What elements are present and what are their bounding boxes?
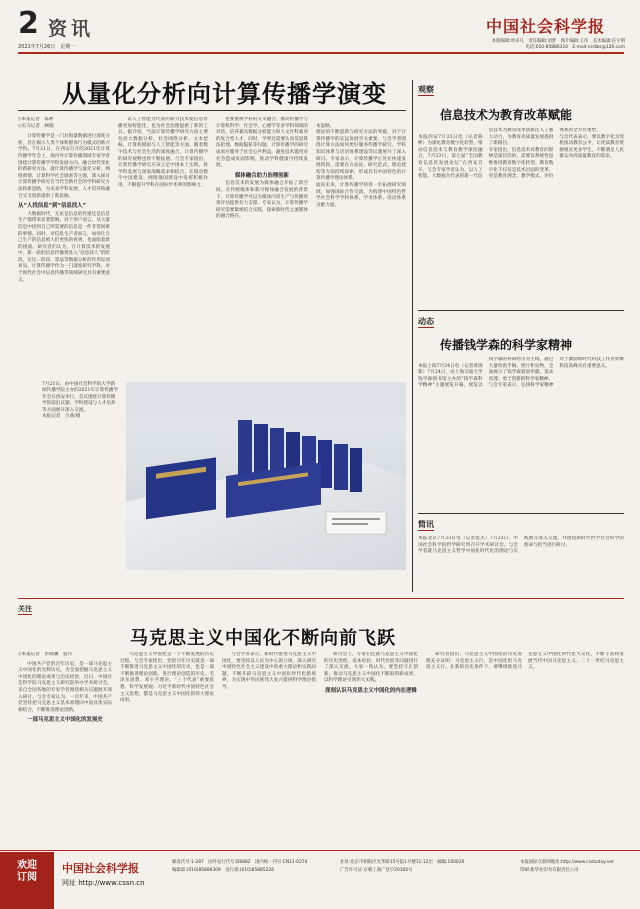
main-col2-text: 以人工智能为代表的新兴技术使信息传播更加智能化，也为社会治理提供了新的工具。据介绍，当前计算传播学研究方法主要包括大数据分析、社会网络分析、文本挖掘、计算机模拟与人工智能等方面。随着数字技术与社会生活的深度融合，计算传播学的研究视野也将不断拓展。与会专家指出，计算传播学研究应该立足中国本土实践，将学科发展与国家战略需求相结合，在推动数字中国建设、网络强国建设中发挥积极作用，不断提升学科在国际学术界的影响力。 (118, 117, 208, 188)
article-2-title: 传播钱学森的科学家精神 (440, 338, 573, 352)
footer-info-3: 社址:北京市朝阳区光华路15号院1号楼11-12层 邮编:100026 (340, 860, 465, 865)
bottom-col3-text: 与会学者表示，新时代推进马克思主义中国化，要坚持以人民为中心的立场，深入研究中国特色社会主义建设中的重大理论和实践问题，不断开辟马克思主义中国化时代化新境界，为实现中华民族伟大复兴提供科学理论指导。 (222, 652, 316, 690)
article-3-body (418, 536, 624, 592)
bottom-col1-text: 中国共产党的百年历史，是一部马克思主义中国化的光辉历史。为全面把握马克思主义中国化的理论成果与历史经验，近日，中国社会科学院马克思主义研究院举办学术研讨会，来自全国各地的专家学者围绕相关议题展开深入研讨。与会专家认为，一百年来，中国共产党坚持把马克思主义基本原理同中国具体实际相结合，不断推进理论创新。 (18, 661, 112, 713)
bottom-col2-text: 马克思主义中国化是一个不断发展的历史过程。与会专家指出，党的百年历史就是一部不断推进马克思主义中国化的历史，也是一部不断推进理论创新、进行理论创造的历史。毛泽东思想、邓小平理论、“三个代表”重要思想、科学发展观、习近平新时代中国特色社会主义思想，都是马克思主义中国化的伟大理论成果。 (120, 652, 214, 704)
footer-info-6: 印刷:新华社印务有限责任公司 (520, 868, 579, 873)
bottom-col4-text: 研讨会上，专家们还就马克思主义中国化的历史进程、基本经验、时代价值等问题进行了深入交流。大家一致认为，要坚持守正创新，推动马克思主义中国化不断取得新成果，以科学理论引领伟大实践。 (324, 652, 418, 684)
bottom-column-2 (120, 652, 214, 844)
bottom-subhead-2: 深刻认识马克思主义中国化的内在逻辑 (325, 687, 417, 694)
footer-subscribe-badge (0, 852, 54, 909)
bottom-subhead-1: 一部马克思主义中国化的发展史 (27, 717, 103, 724)
tag-observation: 观察 (418, 85, 434, 94)
bottom-section-rule (18, 598, 624, 599)
tag-dynamics: 动态 (418, 317, 434, 326)
article-1-text: 本报西安7月23日电（记者陈彬）为深化教育数字化转型，推动信息技术与教育教学深度融合，7月23日，第七届“全国教育信息化发展论坛”在西安召开。与会专家学者认为，以人工智能、大数据为代表的新一代信息技术为教育改革创新注入了强大动力，为教育高质量发展提供了新路径。 专家指出，信息技术对教育的影响是深层次的，需要以系统性思维推进教育数字化转型。教育数字化不仅仅是技术层面的变革，更是教育理念、教学模式、评价体系的全方位重塑。 与会代表表示，要以数字化为契机推动教育公平，让优质教育资源惠及更多学生，不断满足人民群众对高质量教育的需求。 (418, 128, 624, 180)
main-col1-text: 大数据时代，无论是信息的传递还是信息生产都带来显著影响。对于用户而言，从大量信息中找到自己所需要的信息是一件非常困难的事情。同时，对信息生产者而言，如何让自己生产的信息被人们更快的看到，也面临着新的挑战。研究者们认为，在计算技术的发展中，新一轮的信息传播将进入“信息找人”的阶段。在这一阶段，算法等数据分析的作用显而易见。计算传播学作为一门深度研究学科，对于现代社会中信息传播等领域研究具有重要意义。 (18, 211, 110, 283)
main-vertical-rule (412, 80, 413, 592)
main-column-2 (118, 117, 208, 379)
bottom-column-5 (426, 652, 624, 844)
footer-info-4: 广告许可证:京朝工商广登字20160号 (340, 868, 413, 873)
bottom-column-3 (222, 652, 316, 844)
article-1-body (418, 128, 624, 306)
footer-logo: 中国社会科学报 (62, 862, 139, 875)
book-exhibition-photo (126, 382, 406, 570)
right-divider-2 (418, 513, 624, 514)
footer-info-5: 本报国际互联网地址:http://www.csstoday.net (520, 860, 614, 865)
tag-focus: 关注 (18, 605, 32, 613)
bottom-col5-text: 研究者指出，马克思主义中国化的历史进程充分证明：马克思主义行，是中国化的马克思主义行。在新的历史条件下，要继续推进马克思主义中国化时代化大众化，不断丰富和发展当代中国马克思主义、二十一世纪马克思主义。 (426, 652, 624, 671)
masthead-logo: 中国社会科学报 (486, 17, 606, 36)
tag-briefs: 简讯 (418, 520, 434, 529)
article-2-body (418, 357, 624, 509)
right-divider-1 (418, 310, 624, 311)
bottom-column-4 (324, 652, 418, 844)
main-col3-text: 也要重视学科的交叉融合，推动传播学与计算机科学、社会学、心理学等多学科领域的对话，培养兼具数据分析能力和人文社科素养的复合型人才。同时，学界还需要认真反思算法伦理、数据隐私等问题，计算传播学的研究成果应服务于社会公共利益，避免技术滥用对社会造成负面影响，推动学科健康可持续发展。 (216, 117, 308, 169)
masthead-contact-2: 电话:010-85886310 E-mail:csstbs@126.com (525, 45, 625, 50)
main-column-4 (316, 117, 406, 379)
footer-rule (0, 850, 640, 851)
main-byline: ◇本报记者 陈彬 ◇实习记者 顾晓 (18, 117, 54, 129)
article-2-text: 本报上海7月24日电（记者黄锦新）7月24日，由上海交通大学钱学森图书馆主办的“钱学森科学精神”主题展览开幕。展览以钱学森的科研经历为主线，通过大量珍贵手稿、照片和实物，全面展示了钱学森爱国奉献、追求真理、勇于创新的科学家精神。 与会专家表示，弘扬科学家精神对于激励新时代科技工作者勇攀科技高峰具有重要意义。 (418, 357, 624, 389)
main-headline-rule (18, 110, 406, 111)
bottom-byline: ◇本报记者 彭晓澜 夏丹 (18, 652, 73, 657)
main-col3b-text: 信息技术的发展为媒体融合开拓了新空间。在传统媒体和新兴媒体融合发展的背景下，计算传播学可以为媒体内容生产与传播效果评估提供有力支撑。专家认为，计算传播学研究需要紧密结合实践，探索新时代主流媒体的融合路径。 (216, 181, 308, 220)
page-number: 2 (18, 6, 39, 41)
main-col4-text: 本思路。 理论的不断创新与研究方法的突破，对于计算传播学的长远发展至关重要。与会学者围绕计算方法如何更好服务传播学研究、学科知识体系与话语体系建设等议题展开了深入研讨。专家表示，计算传播学正处在快速发展阶段，需要在方法论、研究范式、理论建构等方面持续探索，形成具有中国特色的计算传播学理论体系。 面向未来，计算传播学将进一步拓展研究领域，加强国际合作交流，为构建中国特色哲学社会科学学科体系、学术体系、话语体系贡献力量。 (316, 123, 406, 208)
photo-caption: 7月21日，由中国社会科学院大学新闻传播学院主办的2021年计算传播学年会在西安举行。会议围绕计算传播学的前沿议题、学科建设与人才培养等方面展开深入交流。 本报记者 吕萌/摄 (42, 382, 119, 420)
main-subhead-1: 从“人找信息”到“信息找人” (18, 203, 87, 210)
masthead-rule (18, 52, 624, 54)
footer-welcome: 欢迎订阅 (17, 860, 37, 883)
main-intro: 计算传播学是一门对海量数据进行深度分析，旨在揭示人类个体和群体行为模式的新兴学科。7月21日，在西安召开的2021年计算传播学年会上，海内外计算传播领域专家学者围绕计算传播学学科发展方向，融合时代变化的新研究方法，就计算传播学与量化分析、网络舆情、计算科学社会调查等主题，深入探讨计算传播学研究在当代全新社会的学科研究方法和新思路，为未来学科发展、人才培养和融合交叉创新提供了新思路。 (18, 134, 110, 199)
main-column-3 (216, 117, 308, 379)
section-title: 资讯 (48, 18, 95, 40)
masthead-contact-1: 本版编辑:周卓凡 责任编辑:刘梦 图片编辑:王伟 美术编辑:任宇明 (491, 39, 625, 44)
main-headline: 从量化分析向计算传播学演变 (62, 80, 387, 108)
footer-url: 网址 http://www.cssn.cn (62, 879, 145, 887)
bottom-headline: 马克思主义中国化不断向前飞跃 (130, 628, 396, 649)
article-3-text: 本报北京7月23日电（记者张杰）7月23日，中国社会科学院哲学研究所召开学术研讨会。与会学者就马克思主义哲学中国化时代化的理论与实践展开深入交流，并围绕新时代哲学社会科学的使命与担当进行研讨。 (418, 536, 624, 555)
bottom-column-1 (18, 652, 112, 844)
main-column-1 (18, 117, 110, 379)
main-subhead-2: 媒体融合助力治理创新 (235, 172, 289, 179)
article-1-title: 信息技术为教育改革赋能 (440, 108, 573, 122)
footer-info-2: 编辑部:(010)85886309 发行部:(010)85885226 (172, 868, 275, 873)
footer-info-1: 邮发代号:1-287 国外发行代号:D8882 国内统一刊号:CN11-0274 (172, 860, 308, 865)
issue-date: 2021年7月26日 星期一 (18, 44, 76, 50)
